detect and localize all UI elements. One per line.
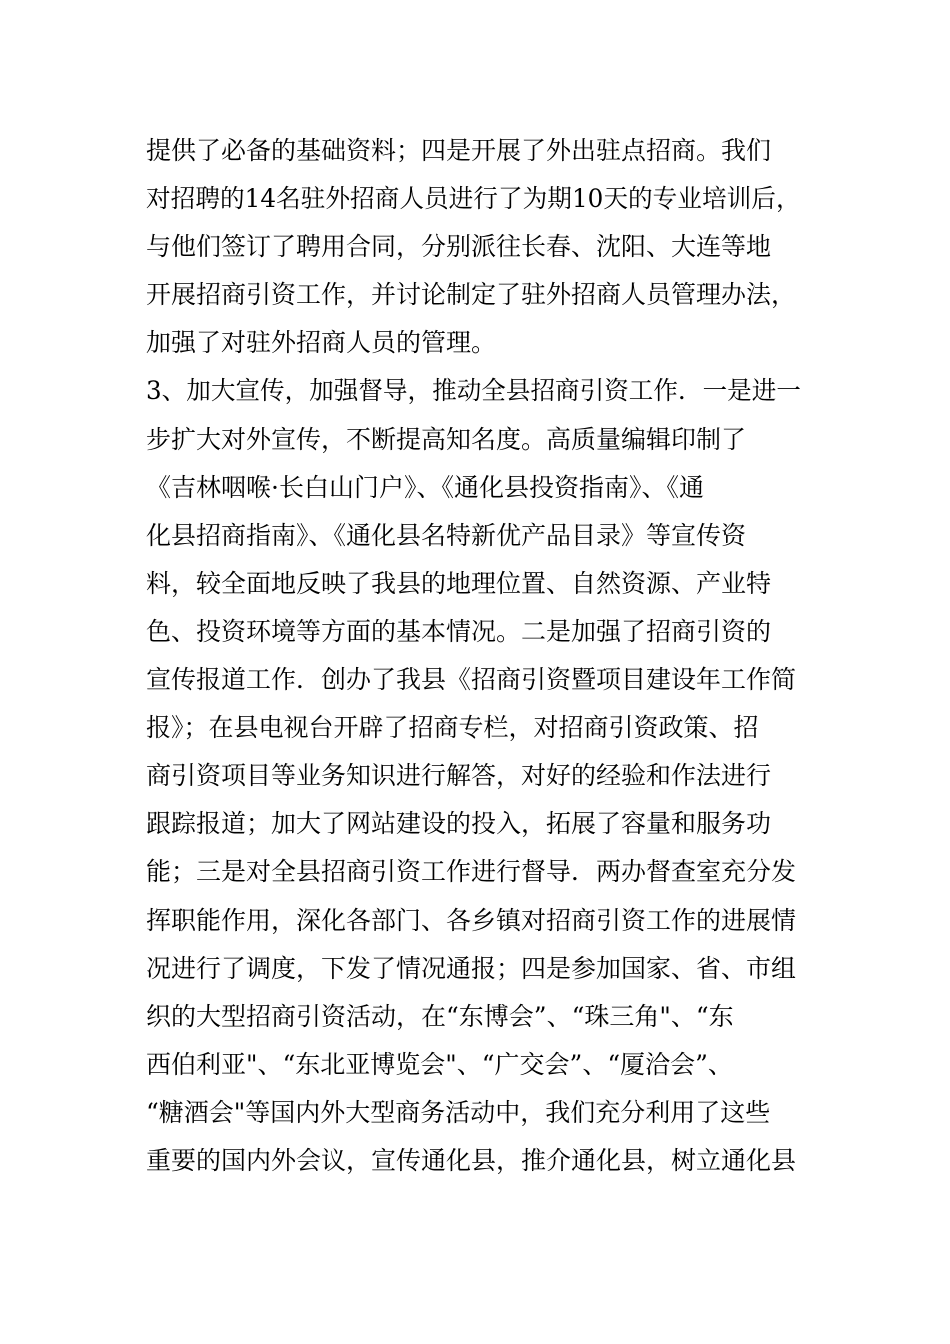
text-line: 步扩大对外宣传，不断提高知名度。高质量编辑印制了 xyxy=(146,424,747,454)
text-line: “糖酒会"等国内外大型商务活动中，我们充分利用了这些 xyxy=(146,1097,771,1127)
text-line: 商引资项目等业务知识进行解答，对好的经验和作法进行 xyxy=(146,761,772,791)
text-line: 挥职能作用，深化各部门、各乡镇对招商引资工作的进展情 xyxy=(146,905,797,935)
text-line: 化县招商指南》、《通化县名特新优产品目录》等宣传资 xyxy=(146,520,747,550)
text-line: 开展招商引资工作，并讨论制定了驻外招商人员管理办法， xyxy=(146,280,797,310)
text-line: 加强了对驻外招商人员的管理。 xyxy=(146,328,497,358)
body-text xyxy=(146,127,806,1185)
text-line: 提供了必备的基础资料；四是开展了外出驻点招商。我们 xyxy=(146,136,772,165)
text-line: 对招聘的14名驻外招商人员进行了为期10天的专业培训后， xyxy=(146,184,801,214)
text-line: 宣传报道工作．创办了我县《招商引资暨项目建设年工作简 xyxy=(146,665,797,695)
text-line: 跟踪报道；加大了网站建设的投入，拓展了容量和服务功 xyxy=(146,809,772,839)
text-line: 重要的国内外会议，宣传通化县，推介通化县，树立通化县 xyxy=(146,1145,797,1175)
text-line: 能；三是对全县招商引资工作进行督导．两办督查室充分发 xyxy=(146,857,797,887)
text-line: 西伯利亚"、“东北亚博览会"、“广交会”、“厦洽会”、 xyxy=(146,1049,733,1079)
text-line: 料，较全面地反映了我县的地理位置、自然资源、产业特 xyxy=(146,568,772,598)
section-heading-line: 3、加大宣传，加强督导，推动全县招商引资工作．一是进一 xyxy=(146,376,801,406)
text-line: 报》；在县电视台开辟了招商专栏，对招商引资政策、招 xyxy=(146,713,759,743)
text-line: 与他们签订了聘用合同，分别派往长春、沈阳、大连等地 xyxy=(146,232,772,262)
text-line: 《吉林咽喉·长白山门户》、《通化县投资指南》、《通 xyxy=(146,472,704,502)
text-line: 况进行了调度，下发了情况通报；四是参加国家、省、市组 xyxy=(146,953,797,983)
text-line: 织的大型招商引资活动，在“东博会”、“珠三角"、“东 xyxy=(146,1001,734,1031)
text-line: 色、投资环境等方面的基本情况。二是加强了招商引资的 xyxy=(146,616,772,646)
